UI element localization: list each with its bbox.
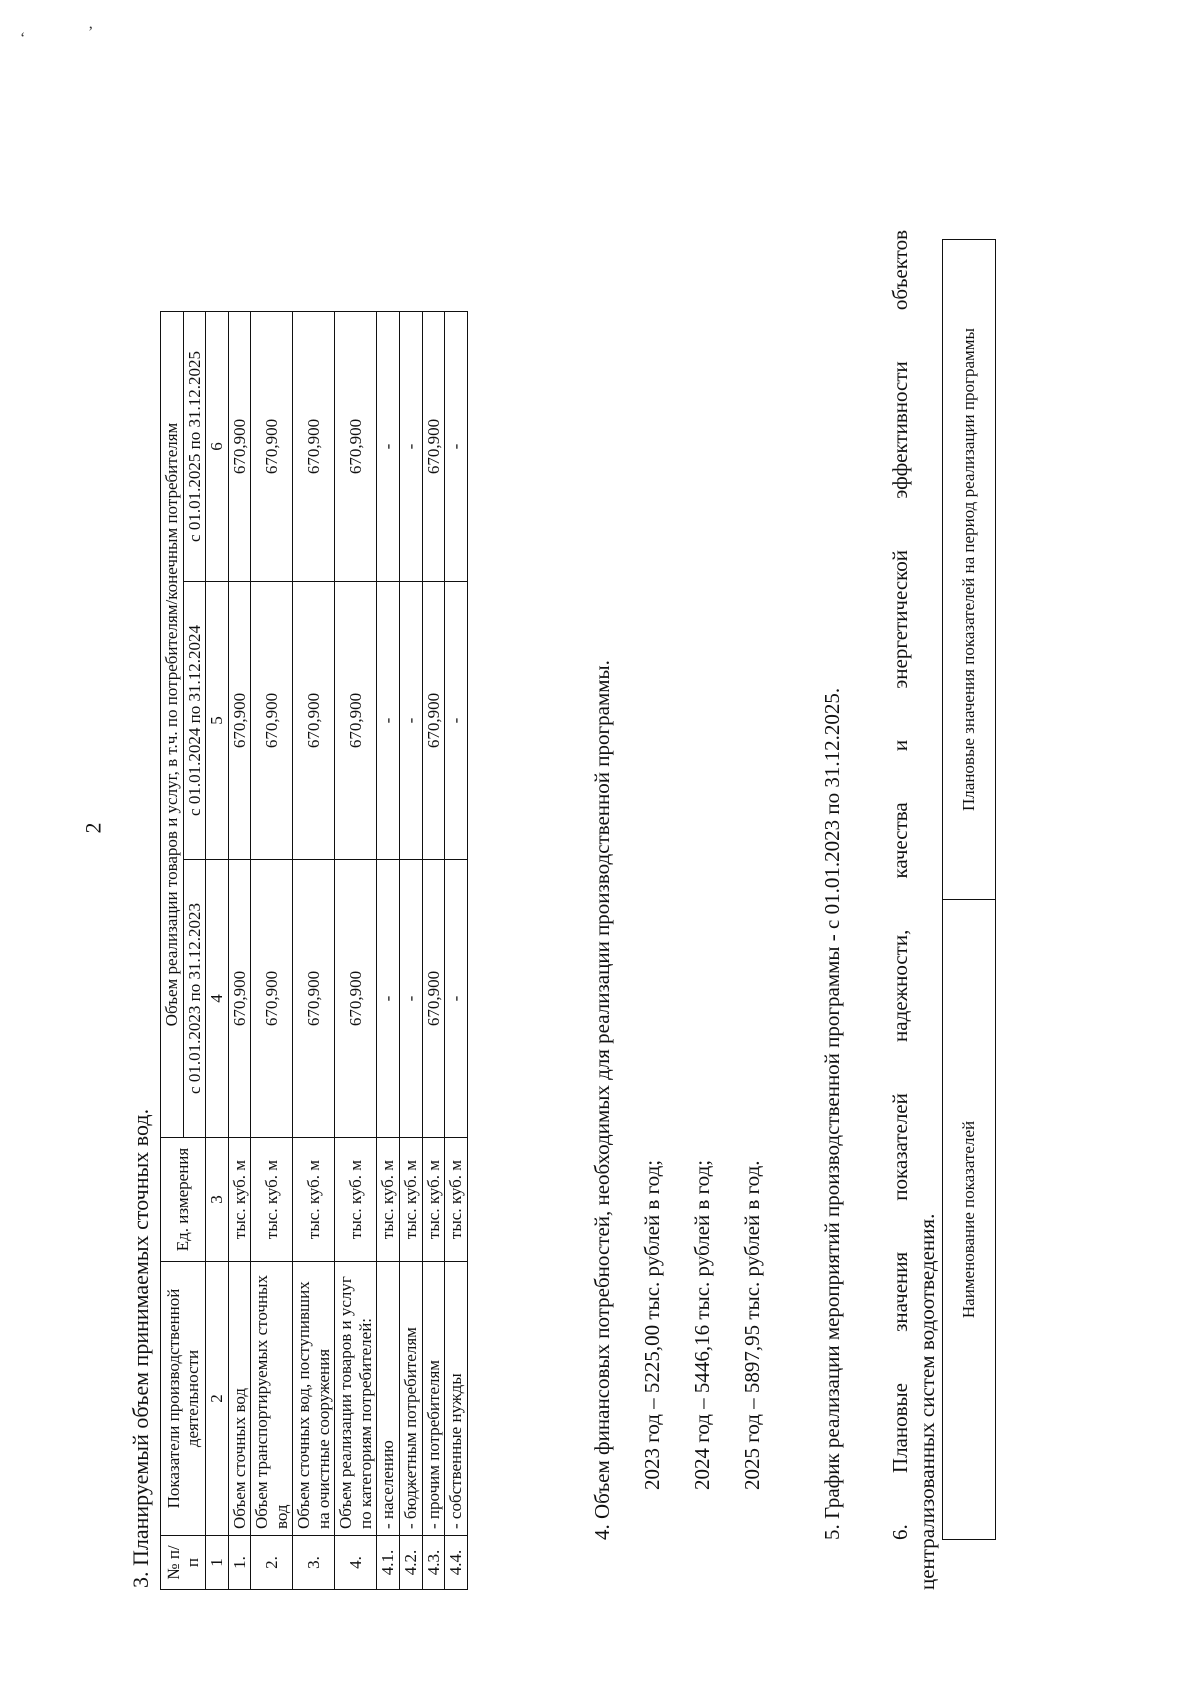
row-value-2023: - — [377, 860, 400, 1138]
row-num: 4.1. — [377, 1536, 400, 1590]
table-row — [445, 312, 468, 1590]
rotated-page-content — [130, 160, 1110, 1600]
row-num: 4.2. — [400, 1536, 423, 1590]
row-value-2024: 670,900 — [251, 582, 293, 860]
table-row — [228, 312, 251, 1590]
row-name: - прочим потребителям — [422, 1262, 445, 1536]
row-unit: тыс. куб. м — [445, 1138, 468, 1262]
bottom-col-name: Наименование показателей — [943, 900, 996, 1540]
finance-line-2024: 2024 год – 5446,16 тыс. рублей в год; — [690, 1159, 714, 1490]
table-row — [377, 312, 400, 1590]
row-unit: тыс. куб. м — [400, 1138, 423, 1262]
row-unit: тыс. куб. м — [422, 1138, 445, 1262]
table-header-row-1 — [161, 312, 184, 1590]
header-num: № п/п — [161, 1536, 206, 1590]
row-num: 2. — [251, 1536, 293, 1590]
scan-mark-left: ‘ — [20, 30, 26, 47]
row-name: Объем транспортируемых сточных вод — [251, 1262, 293, 1536]
row-num: 4.4. — [445, 1536, 468, 1590]
row-value-2024: - — [445, 582, 468, 860]
planned-values-table — [942, 239, 996, 1540]
col-number: 2 — [206, 1262, 229, 1536]
col-number: 6 — [206, 312, 229, 582]
row-value-2025: 670,900 — [293, 312, 335, 582]
row-value-2025: 670,900 — [422, 312, 445, 582]
table-row — [293, 312, 335, 1590]
row-name: Объем реализации товаров и услуг по категориям потребителей: — [335, 1262, 377, 1536]
row-value-2023: - — [400, 860, 423, 1138]
row-num: 4.3. — [422, 1536, 445, 1590]
header-period-1: с 01.01.2023 по 31.12.2023 — [183, 860, 206, 1138]
row-value-2024: - — [377, 582, 400, 860]
row-value-2024: 670,900 — [335, 582, 377, 860]
row-value-2025: 670,900 — [335, 312, 377, 582]
section6-line-1: 6. Плановые значения показателей надежности, качества и энергетической эффективности объектов — [888, 230, 912, 1540]
row-unit: тыс. куб. м — [228, 1138, 251, 1262]
row-value-2023: 670,900 — [335, 860, 377, 1138]
row-num: 3. — [293, 1536, 335, 1590]
col-number: 5 — [206, 582, 229, 860]
row-unit: тыс. куб. м — [377, 1138, 400, 1262]
row-value-2025: 670,900 — [228, 312, 251, 582]
row-value-2025: - — [445, 312, 468, 582]
finance-line-2023: 2023 год – 5225,00 тыс. рублей в год; — [640, 1159, 664, 1490]
row-value-2025: - — [377, 312, 400, 582]
table-row — [335, 312, 377, 1590]
row-value-2024: 670,900 — [422, 582, 445, 860]
row-value-2023: 670,900 — [422, 860, 445, 1138]
header-period-2: с 01.01.2024 по 31.12.2024 — [183, 582, 206, 860]
col-number: 3 — [206, 1138, 229, 1262]
row-num: 1. — [228, 1536, 251, 1590]
section5-text: 5. График реализации мероприятий производственной программы - с 01.01.2023 по 31.12.2025. — [820, 687, 844, 1540]
row-name: Объем сточных вод — [228, 1262, 251, 1536]
row-value-2023: 670,900 — [251, 860, 293, 1138]
row-name: - собственные нужды — [445, 1262, 468, 1536]
col-number: 1 — [206, 1536, 229, 1590]
table-row — [251, 312, 293, 1590]
finance-line-2025: 2025 год – 5897,95 тыс. рублей в год. — [740, 1160, 764, 1490]
col-number: 4 — [206, 860, 229, 1138]
row-value-2023: 670,900 — [293, 860, 335, 1138]
table-column-numbers-row — [206, 312, 229, 1590]
header-unit: Ед. измерения — [161, 1138, 206, 1262]
production-indicators-table — [160, 311, 468, 1590]
header-period-3: с 01.01.2025 по 31.12.2025 — [183, 312, 206, 582]
header-volume-group: Объем реализации товаров и услуг, в т.ч. по потребителям/конечным потребителям — [161, 312, 184, 1138]
bottom-col-values: Плановые значения показателей на период реализации программы — [943, 240, 996, 900]
row-name: - населению — [377, 1262, 400, 1536]
row-value-2023: 670,900 — [228, 860, 251, 1138]
row-name: Объем сточных вод, поступивших на очистные сооружения — [293, 1262, 335, 1536]
header-indicator: Показатели производственной деятельности — [161, 1262, 206, 1536]
row-num: 4. — [335, 1536, 377, 1590]
row-value-2023: - — [445, 860, 468, 1138]
row-value-2024: 670,900 — [293, 582, 335, 860]
row-name: - бюджетным потребителям — [400, 1262, 423, 1536]
row-unit: тыс. куб. м — [335, 1138, 377, 1262]
table-row — [400, 312, 423, 1590]
section3-title: 3. Планируемый объем принимаемых сточных вод. — [128, 1108, 153, 1588]
row-unit: тыс. куб. м — [293, 1138, 335, 1262]
row-value-2024: 670,900 — [228, 582, 251, 860]
table-row — [422, 312, 445, 1590]
bottom-table-header-row — [943, 240, 996, 1540]
row-value-2025: 670,900 — [251, 312, 293, 582]
row-value-2024: - — [400, 582, 423, 860]
row-value-2025: - — [400, 312, 423, 582]
section6-line-2: централизованных систем водоотведения. — [915, 1213, 939, 1590]
scan-mark-right: ’ — [88, 24, 94, 41]
row-unit: тыс. куб. м — [251, 1138, 293, 1262]
page-number: 2 — [80, 822, 106, 834]
section4-title: 4. Объем финансовых потребностей, необходимых для реализации производственной программы. — [590, 660, 614, 1540]
